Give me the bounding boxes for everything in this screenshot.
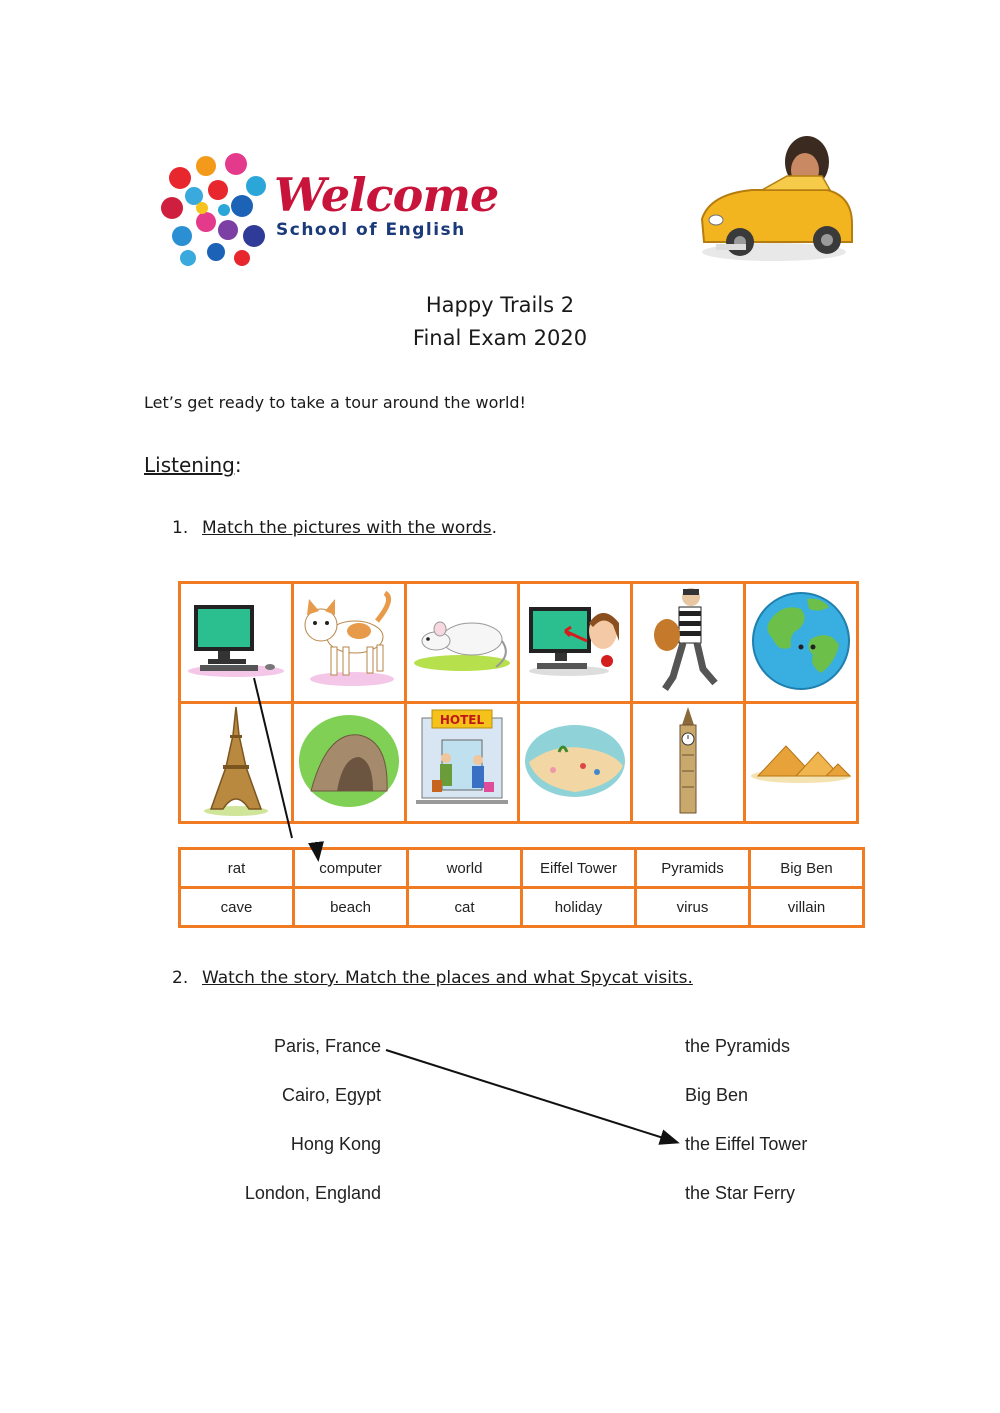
sight-item[interactable]: Big Ben xyxy=(685,1085,749,1105)
word-cell[interactable]: cave xyxy=(180,888,294,927)
logo-subtitle: School of English xyxy=(276,220,466,240)
example-arrow-1-head xyxy=(316,842,318,858)
word-cell[interactable]: cat xyxy=(408,888,522,927)
word-cell[interactable]: rat xyxy=(180,849,294,888)
word-cell[interactable]: virus xyxy=(636,888,750,927)
sight-item[interactable]: the Pyramids xyxy=(685,1036,791,1056)
intro-text: Let’s get ready to take a tour around the world! xyxy=(144,393,526,412)
exam-title-line1: Happy Trails 2 xyxy=(425,293,575,317)
question-1-instruction: Match the pictures with the words xyxy=(202,518,492,538)
question-1-suffix: . xyxy=(491,518,498,538)
example-arrow-2 xyxy=(386,1050,676,1142)
word-cell[interactable]: world xyxy=(408,849,522,888)
word-cell[interactable]: Big Ben xyxy=(750,849,864,888)
logo-wordmark: Welcome xyxy=(274,168,499,222)
exam-title-line2: Final Exam 2020 xyxy=(412,326,588,350)
example-arrow-1 xyxy=(254,678,292,838)
word-cell[interactable]: villain xyxy=(750,888,864,927)
question-2-number: 2. xyxy=(172,968,189,988)
place-item[interactable]: London, England xyxy=(244,1183,381,1203)
question-1-number: 1. xyxy=(172,518,189,538)
place-item[interactable]: Hong Kong xyxy=(290,1134,381,1154)
sight-item[interactable]: the Eiffel Tower xyxy=(685,1134,808,1154)
hotel-sign: HOTEL xyxy=(439,713,485,727)
word-cell[interactable]: beach xyxy=(294,888,408,927)
word-cell[interactable]: computer xyxy=(294,849,408,888)
sight-item[interactable]: the Star Ferry xyxy=(685,1183,796,1203)
place-item[interactable]: Paris, France xyxy=(273,1036,381,1056)
word-cell[interactable]: Eiffel Tower xyxy=(522,849,636,888)
word-cell[interactable]: Pyramids xyxy=(636,849,750,888)
section-label: Listening xyxy=(144,453,235,477)
question-2-instruction: Watch the story. Match the places and what Spycat visits. xyxy=(202,968,693,988)
place-item[interactable]: Cairo, Egypt xyxy=(281,1085,381,1105)
section-suffix: : xyxy=(234,453,242,477)
word-cell[interactable]: holiday xyxy=(522,888,636,927)
